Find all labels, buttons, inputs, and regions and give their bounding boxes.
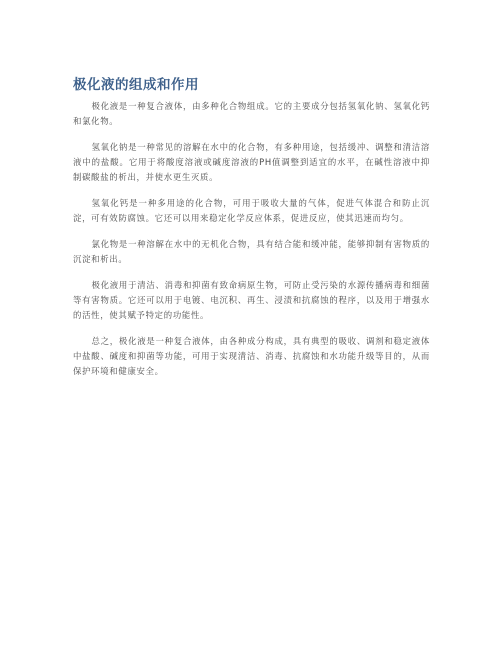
paragraph-chloride: 氯化物是一种溶解在水中的无机化合物，具有结合能和缓冲能，能够抑制有害物质的沉淀和析出。 bbox=[73, 239, 430, 264]
paragraph-calcium-hydroxide: 氢氧化钙是一种多用途的化合物，可用于吸收大量的气体，促进气体混合和防止沉淀，可有效防腐蚀。它还可以用来稳定化学反应体系，促进反应，使其迅速而均匀。 bbox=[73, 198, 430, 223]
paragraph-sodium-hydroxide: 氢氧化钠是一种常见的溶解在水中的化合物，有多种用途，包括缓冲、调整和清洁溶液中的盐酸。它用于将酸度溶液或碱度溶液的PH值调整到适宜的水平，在碱性溶液中抑制碳酸盐的析出，并使水更生灭质。 bbox=[73, 142, 430, 182]
document-title: 极化液的组成和作用 bbox=[73, 77, 199, 93]
paragraph-uses: 极化液用于清洁、消毒和抑菌有致命病原生物，可防止受污染的水源传播病毒和细菌等有害物质。它还可以用于电镀、电沉积、再生、浸渍和抗腐蚀的程序，以及用于增强水的活性，使其赋予特定的功能性。 bbox=[73, 280, 430, 320]
paragraph-composition: 极化液是一种复合液体，由多种化合物组成。它的主要成分包括氢氧化钠、氢氧化钙和氯化物。 bbox=[73, 101, 430, 126]
paragraph-summary: 总之，极化液是一种复合液体，由各种成分构成，具有典型的吸收、调剂和稳定液体中盐酸、碱度和抑菌等功能，可用于实现清洁、消毒、抗腐蚀和水功能升级等目的，从而保护环境和健康安全。 bbox=[73, 336, 430, 376]
